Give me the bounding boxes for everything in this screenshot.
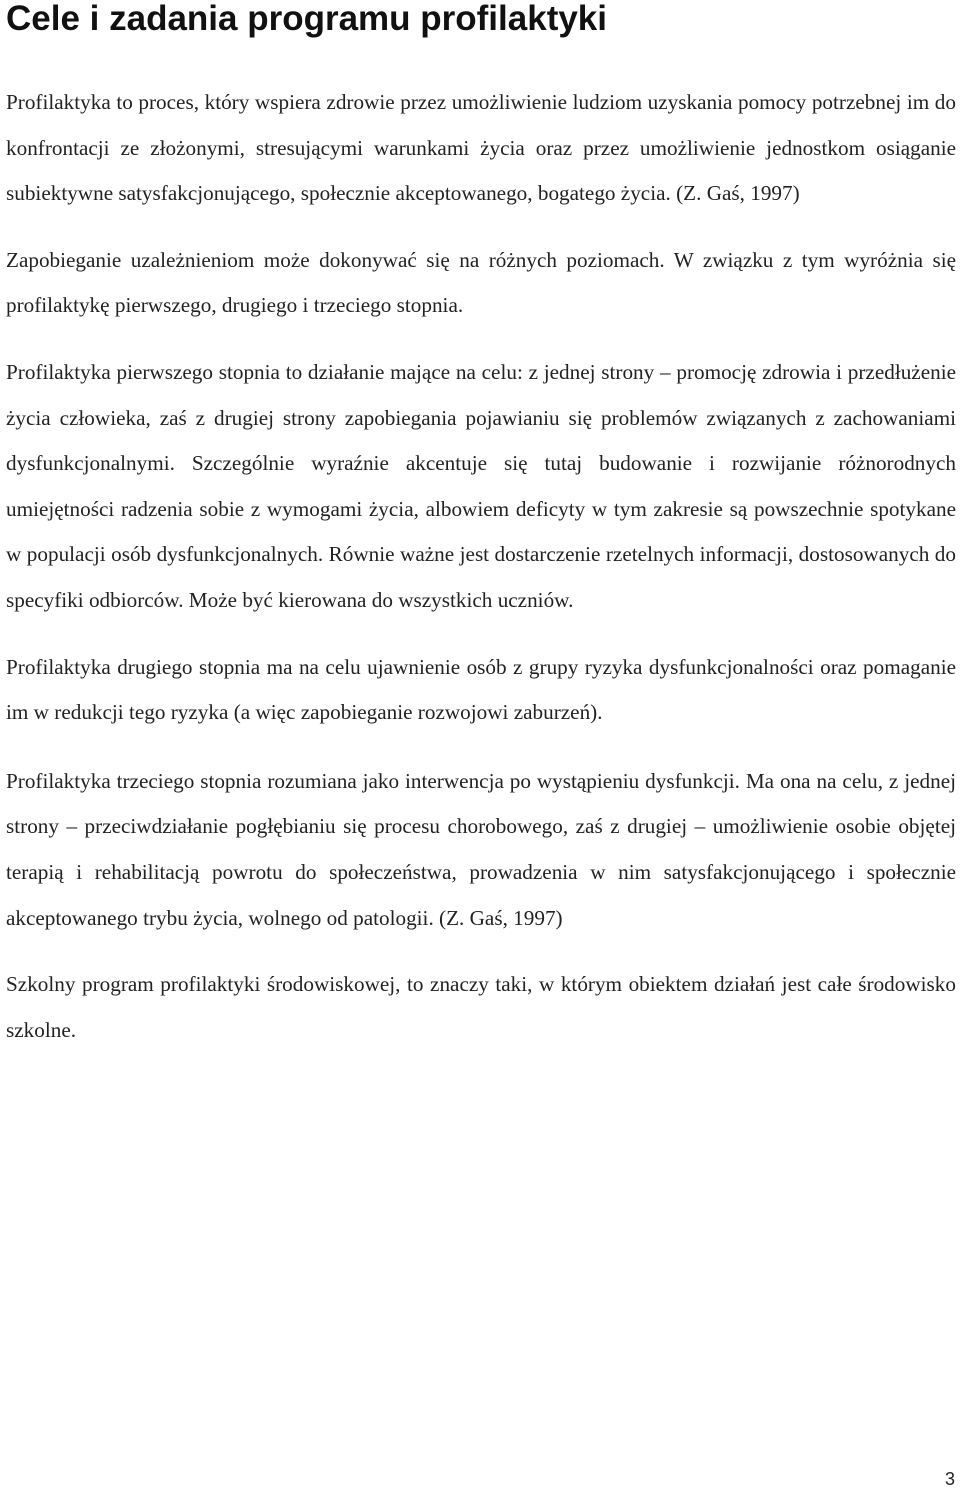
page-title: Cele i zadania programu profilaktyki [6, 0, 607, 38]
paragraph-second-degree: Profilaktyka drugiego stopnia ma na celu ujawnienie osób z grupy ryzyka dysfunkcjonalności oraz pomaganie im w redukcji tego ryzyka (a więc zapobieganie rozwojowi zaburzeń). [6, 654, 956, 725]
document-body [6, 80, 956, 1053]
paragraph-school-program: Szkolny program profilaktyki środowiskowej, to znaczy taki, w którym obiektem działań jest całe środowisko szkolne. [6, 972, 956, 1042]
paragraph-first-degree: Profilaktyka pierwszego stopnia to działanie mające na celu: z jednej strony – promocję zdrowia i przedłużenie życia człowieka, zaś z drugiej strony zapobiegania pojawianiu się problemów związanych z zachowaniami dysfunkcjonalnymi. Szczególnie wyraźnie akcentuje się tutaj budowanie i rozwijanie różnorodnych umiejętności radzenia sobie z wymogami życia, albowiem deficyty w tym zakresie są powszechnie spotykane w populacji osób dysfunkcjonalnych. Równie ważne jest dostarczenie rzetelnych informacji, dostosowanych do specyfiki odbiorców. Może być kierowana do wszystkich uczniów. [6, 359, 956, 612]
page-number: 3 [944, 1469, 955, 1489]
paragraph-third-degree: Profilaktyka trzeciego stopnia rozumiana jako interwencja po wystąpieniu dysfunkcji. Ma ona na celu, z jednej strony – przeciwdziałanie pogłębianiu się procesu chorobowego, zaś z drugiej – umożliwienie osobie objętej terapią i rehabilitacją powrotu do społeczeństwa, prowadzenia w nim satysfakcjonującego i społecznie akceptowanego trybu życia, wolnego od patologii. (Z. Gaś, 1997) [6, 768, 956, 930]
paragraph-definition: Profilaktyka to proces, który wspiera zdrowie przez umożliwienie ludziom uzyskania pomocy potrzebnej im do konfrontacji ze złożonymi, stresującymi warunkami życia oraz przez umożliwienie jednostkom osiąganie subiektywne satysfakcjonującego, społecznie akceptowanego, bogatego życia. (Z. Gaś, 1997) [6, 90, 956, 206]
paragraph-levels: Zapobieganie uzależnieniom może dokonywać się na różnych poziomach. W związku z tym wyróżnia się profilaktykę pierwszego, drugiego i trzeciego stopnia. [6, 247, 956, 318]
